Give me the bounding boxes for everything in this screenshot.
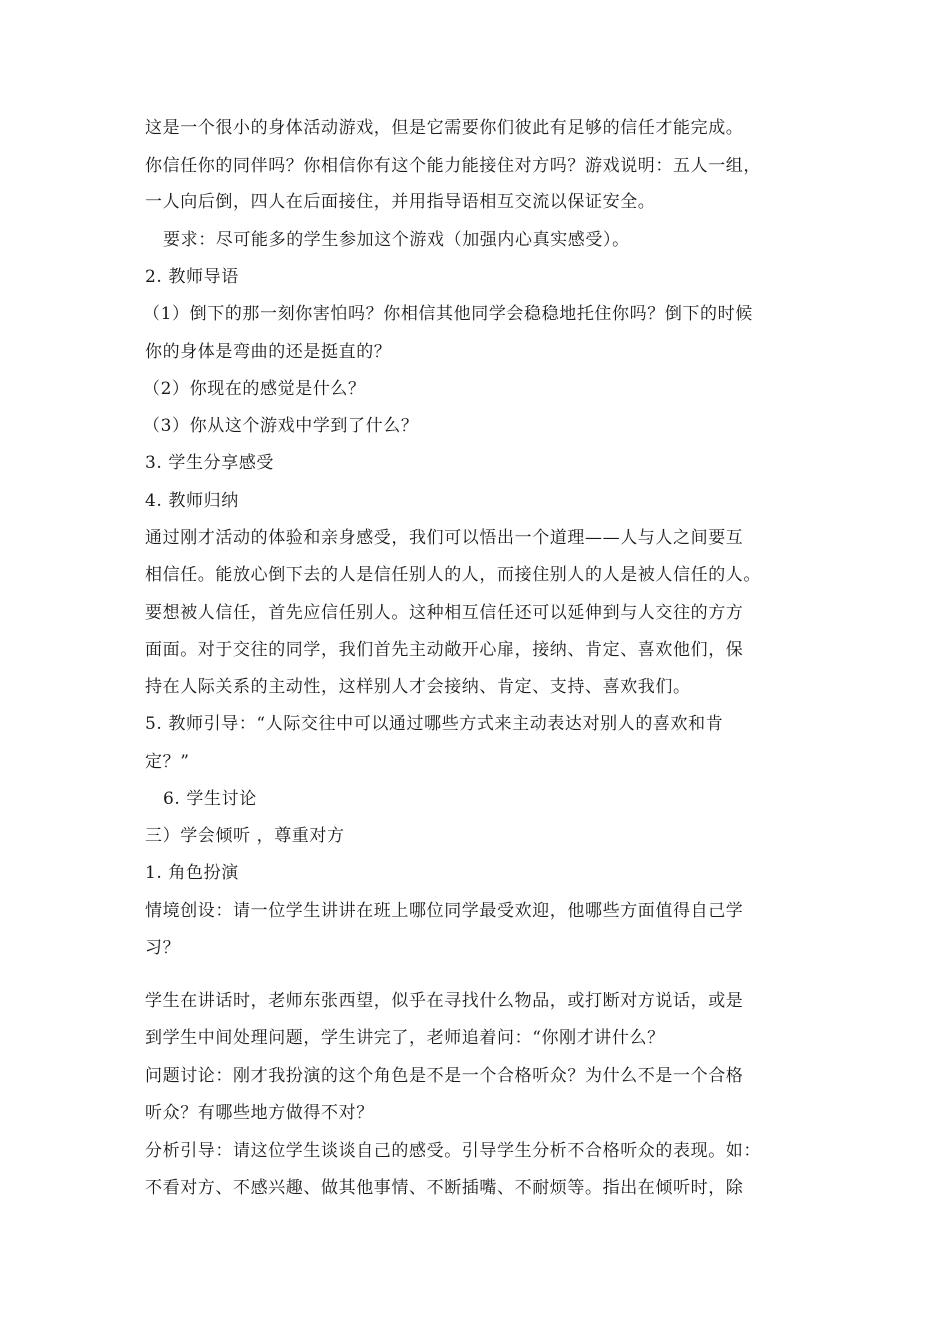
text-line: （3）你从这个游戏中学到了什么？	[143, 416, 419, 436]
text-line: 面面。对于交往的同学，我们首先主动敞开心扉，接纳、肯定、喜欢他们，保	[145, 640, 744, 660]
text-line: 定？”	[145, 752, 190, 772]
text-line: 通过刚才活动的体验和亲身感受，我们可以悟出一个道理——人与人之间要互	[145, 528, 744, 548]
text-line: 5. 教师引导：“人际交往中可以通过哪些方式来主动表达对别人的喜欢和肯	[145, 714, 724, 734]
section-heading: 3. 学生分享感受	[145, 453, 275, 473]
text-line: 学生在讲话时，老师东张西望，似乎在寻找什么物品，或打断对方说话，或是	[145, 991, 744, 1011]
text-line: （2）你现在的感觉是什么？	[143, 379, 366, 399]
text-line: 要求：尽可能多的学生参加这个游戏（加强内心真实感受）。	[163, 230, 630, 250]
text-line: 你的身体是弯曲的还是挺直的？	[145, 342, 392, 362]
text-line: 分析引导：请这位学生谈谈自己的感受。引导学生分析不合格听众的表现。如：	[145, 1141, 761, 1161]
section-heading: 6. 学生讨论	[163, 789, 257, 809]
text-line: 持在人际关系的主动性，这样别人才会接纳、肯定、支持、喜欢我们。	[145, 677, 691, 697]
text-line: 习？	[145, 938, 181, 958]
text-line: 你信任你的同伴吗？你相信你有这个能力能接住对方吗？游戏说明：五人一组，	[145, 156, 761, 176]
text-line: 这是一个很小的身体活动游戏，但是它需要你们彼此有足够的信任才能完成。	[145, 118, 744, 138]
section-heading: 三）学会倾听 ，尊重对方	[145, 826, 345, 846]
section-heading: 4. 教师归纳	[145, 491, 239, 511]
text-line: 不看对方、不感兴趣、做其他事情、不断插嘴、不耐烦等。指出在倾听时，除	[145, 1178, 744, 1198]
text-line: 情境创设：请一位学生讲讲在班上哪位同学最受欢迎，他哪些方面值得自己学	[145, 901, 744, 921]
section-heading: 1. 角色扮演	[145, 863, 239, 883]
text-line: （1）倒下的那一刻你害怕吗？你相信其他同学会稳稳地托住你吗？倒下的时候	[143, 304, 753, 324]
text-line: 相信任。能放心倒下去的人是信任别人的人，而接住别人的人是被人信任的人。	[145, 565, 761, 585]
text-line: 一人向后倒，四人在后面接住，并用指导语相互交流以保证安全。	[145, 192, 656, 212]
text-line: 听众？有哪些地方做得不对？	[145, 1103, 374, 1123]
text-line: 要想被人信任，首先应信任别人。这种相互信任还可以延伸到与人交往的方方	[145, 603, 744, 623]
text-line: 问题讨论：刚才我扮演的这个角色是不是一个合格听众？为什么不是一个合格	[145, 1066, 744, 1086]
text-line: 到学生中间处理问题，学生讲完了，老师追着问：“你刚才讲什么？	[145, 1028, 665, 1048]
section-heading: 2. 教师导语	[145, 267, 239, 287]
